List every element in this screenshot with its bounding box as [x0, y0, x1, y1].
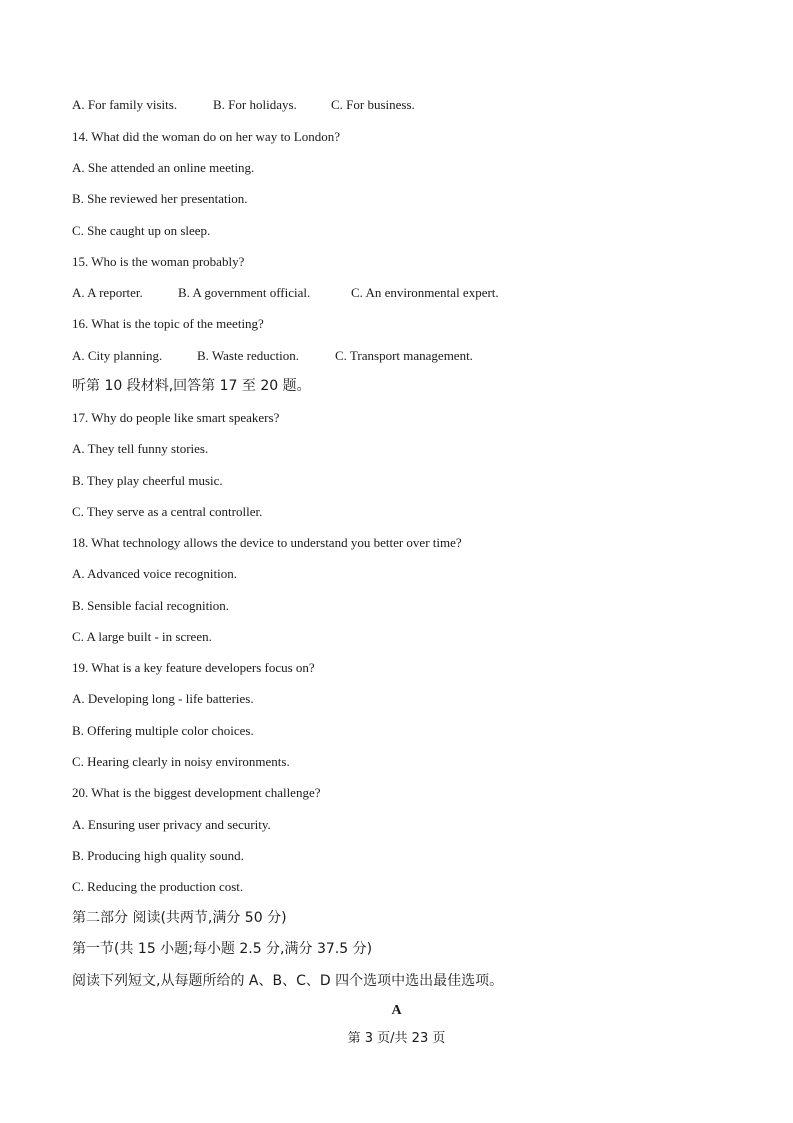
q15-question: 15. Who is the woman probably?: [72, 254, 245, 269]
page-footer: 第 3 页/共 23 页: [347, 1031, 446, 1046]
q16-option-a: A. City planning.: [72, 348, 163, 363]
q18-option-b: B. Sensible facial recognition.: [72, 598, 230, 613]
q13-option-b: B. For holidays.: [213, 97, 297, 112]
q20-option-b: B. Producing high quality sound.: [72, 848, 244, 863]
reading-instruction: 阅读下列短文,从每题所给的 A、B、C、D 四个选项中选出最佳选项。: [72, 973, 504, 989]
q16-question: 16. What is the topic of the meeting?: [72, 316, 264, 331]
q19-option-c: C. Hearing clearly in noisy environments.: [72, 754, 290, 769]
q20-question: 20. What is the biggest development challenge?: [72, 785, 321, 800]
q17-option-b: B. They play cheerful music.: [72, 473, 223, 488]
q17-option-c: C. They serve as a central controller.: [72, 504, 263, 519]
q15-option-a: A. A reporter.: [72, 285, 143, 300]
q16-options: [72, 348, 473, 364]
q17-question: 17. Why do people like smart speakers?: [72, 410, 280, 425]
q14-option-c: C. She caught up on sleep.: [72, 223, 211, 238]
q14-option-a: A. She attended an online meeting.: [72, 160, 255, 175]
q20-option-a: A. Ensuring user privacy and security.: [72, 817, 271, 832]
q19-option-b: B. Offering multiple color choices.: [72, 723, 254, 738]
q13-option-a: A. For family visits.: [72, 97, 178, 112]
q13-options: [72, 97, 415, 113]
q13-option-c: C. For business.: [331, 97, 415, 112]
q15-option-b: B. A government official.: [178, 285, 311, 300]
passage-label: A: [391, 1003, 402, 1018]
q20-option-c: C. Reducing the production cost.: [72, 879, 244, 894]
q14-option-b: B. She reviewed her presentation.: [72, 191, 248, 206]
q14-question: 14. What did the woman do on her way to London?: [72, 129, 341, 144]
q19-option-a: A. Developing long - life batteries.: [72, 691, 254, 706]
q16-option-b: B. Waste reduction.: [197, 348, 299, 363]
section1-heading: 第一节(共 15 小题;每小题 2.5 分,满分 37.5 分): [72, 941, 373, 957]
q19-question: 19. What is a key feature developers focus on?: [72, 660, 315, 675]
q15-options: [72, 285, 499, 301]
q15-option-c: C. An environmental expert.: [351, 285, 499, 300]
q18-question: 18. What technology allows the device to understand you better over time?: [72, 535, 462, 550]
part2-heading: 第二部分 阅读(共两节,满分 50 分): [72, 910, 287, 926]
q18-option-a: A. Advanced voice recognition.: [72, 566, 237, 581]
q16-option-c: C. Transport management.: [335, 348, 473, 363]
listening-instruction: 听第 10 段材料,回答第 17 至 20 题。: [72, 378, 311, 394]
q18-option-c: C. A large built - in screen.: [72, 629, 212, 644]
q17-option-a: A. They tell funny stories.: [72, 441, 209, 456]
